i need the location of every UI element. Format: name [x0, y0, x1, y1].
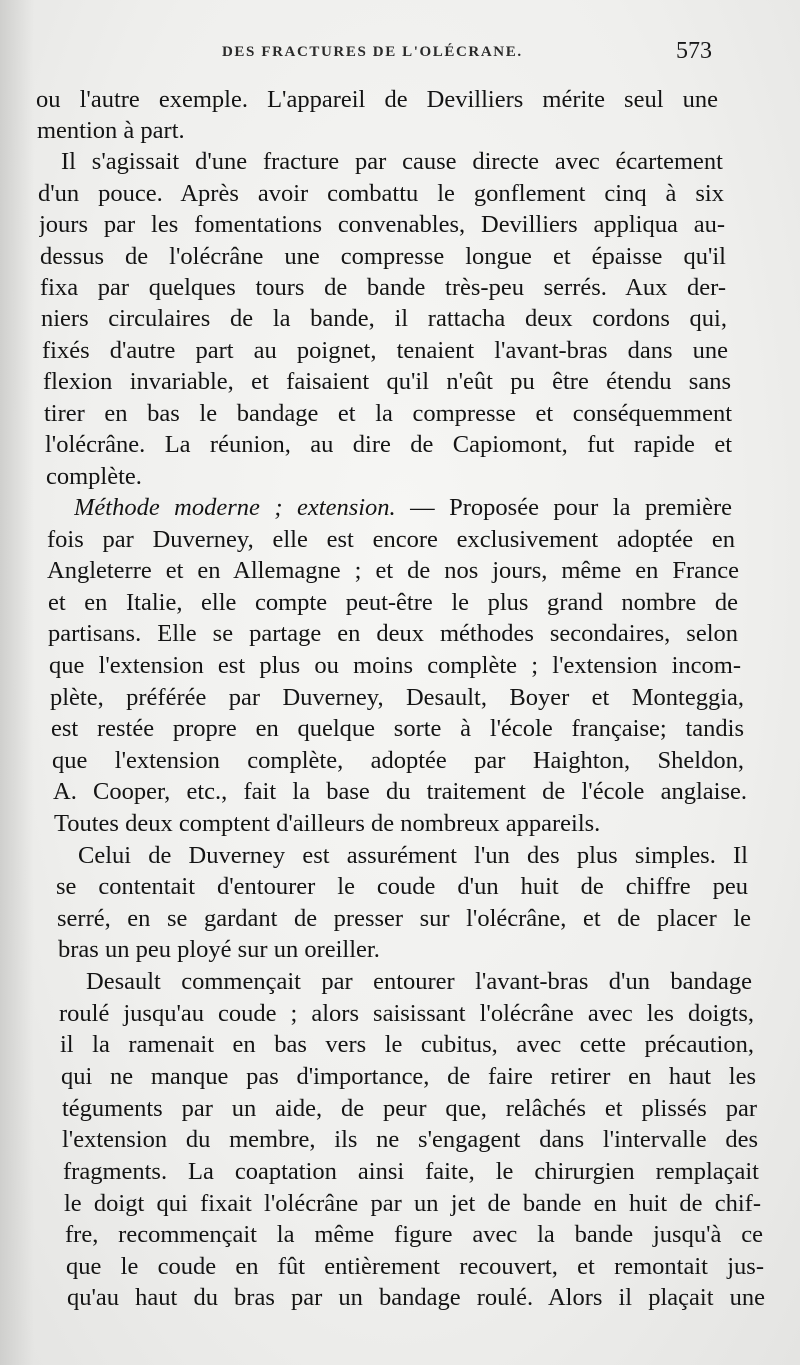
text-line: Toutes deux comptent d'ailleurs de nombreux appareils.	[54, 810, 601, 837]
text-line: A. Cooper, etc., fait la base du traitement de l'école anglaise.	[53, 778, 747, 805]
text-line: partisans. Elle se partage en deux méthodes secondaires, selon	[48, 620, 738, 647]
text-line: fixés d'autre part au poignet, tenaient l'avant-bras dans une	[42, 337, 728, 364]
text-line: fois par Duverney, elle est encore exclusivement adoptée en	[47, 526, 735, 553]
text-line: jours par les fomentations convenables, Devilliers appliqua au-	[39, 211, 725, 238]
text-line: dessus de l'olécrâne une compresse longue et épaisse qu'il	[40, 243, 726, 270]
text-line: se contentait d'entourer le coude d'un huit de chiffre peu	[56, 873, 748, 900]
text-line: flexion invariable, et faisaient qu'il n'eût pu être étendu sans	[43, 368, 731, 395]
spine-shadow	[0, 0, 34, 1365]
text-line: est restée propre en quelque sorte à l'école française; tandis	[51, 715, 744, 742]
text-line: d'un pouce. Après avoir combattu le gonflement cinq à six	[38, 180, 724, 207]
text-line: Celui de Duverney est assurément l'un des plus simples. Il	[78, 842, 748, 869]
text-line: Il s'agissait d'une fracture par cause directe avec écartement	[61, 148, 723, 175]
text-line: bras un peu ployé sur un oreiller.	[58, 936, 380, 963]
text-line: que l'extension est plus ou moins complète ; l'extension incom-	[49, 652, 741, 679]
page-number: 573	[676, 38, 712, 64]
text-line: fixa par quelques tours de bande très-peu serrés. Aux der-	[40, 274, 726, 301]
text-line: ou l'autre exemple. L'appareil de Devilliers mérite seul une	[36, 86, 718, 113]
text-line: qui ne manque pas d'importance, de faire retirer en haut les	[61, 1063, 756, 1090]
section-heading: Méthode moderne ; extension.	[74, 494, 396, 521]
text-line: fragments. La coaptation ainsi faite, le chirurgien remplaçait	[63, 1158, 759, 1185]
text-line: l'olécrâne. La réunion, au dire de Capiomont, fut rapide et	[45, 431, 732, 458]
text-line: serré, en se gardant de presser sur l'olécrâne, et de placer le	[57, 905, 751, 932]
text-line: — Proposée pour la première	[410, 494, 732, 521]
text-line: que l'extension complète, adoptée par Haighton, Sheldon,	[52, 747, 744, 774]
page-header	[0, 36, 800, 76]
text-line: qu'au haut du bras par un bandage roulé. Alors il plaçait une	[67, 1284, 765, 1311]
text-line: fre, recommençait la même figure avec la bande jusqu'à ce	[65, 1221, 763, 1248]
text-line: le doigt qui fixait l'olécrâne par un jet de bande en huit de chif-	[64, 1190, 761, 1217]
text-line: plète, préférée par Duverney, Desault, Boyer et Monteggia,	[50, 684, 744, 711]
text-line: roulé jusqu'au coude ; alors saisissant l'olécrâne avec les doigts,	[59, 1000, 754, 1027]
text-line: il la ramenait en bas vers le cubitus, avec cette précaution,	[60, 1031, 754, 1058]
text-line: mention à part.	[37, 117, 185, 144]
text-line: complète.	[46, 463, 142, 490]
text-line: Desault commençait par entourer l'avant-bras d'un bandage	[86, 968, 752, 995]
running-head: DES FRACTURES DE L'OLÉCRANE.	[222, 44, 523, 60]
text-line: Angleterre et en Allemagne ; et de nos jours, même en France	[47, 557, 739, 584]
text-line: que le coude en fût entièrement recouvert, et remontait jus-	[66, 1253, 764, 1280]
text-line: téguments par un aide, de peur que, relâchés et plissés par	[62, 1095, 757, 1122]
text-line: tirer en bas le bandage et la compresse et conséquemment	[44, 400, 732, 427]
text-line: l'extension du membre, ils ne s'engagent dans l'intervalle des	[62, 1126, 758, 1153]
text-line: niers circulaires de la bande, il rattacha deux cordons qui,	[41, 305, 727, 332]
section-heading-line	[74, 492, 732, 523]
text-line: et en Italie, elle compte peut-être le plus grand nombre de	[48, 589, 738, 616]
